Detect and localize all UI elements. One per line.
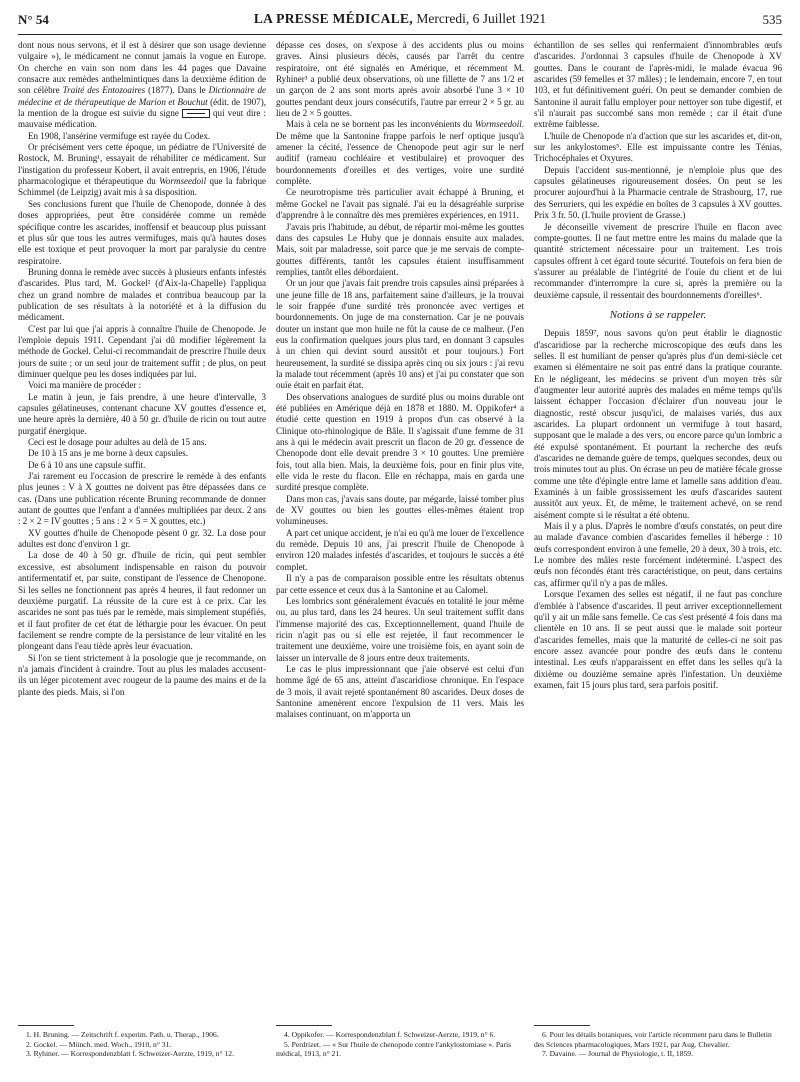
paragraph xyxy=(18,142,266,199)
footnotes-column-3 xyxy=(534,1025,782,1077)
paragraph: Ses conclusions furent que l'huile de Chenopode, donnée à des doses appropriées, peut être considérée comme un remède spécifique contre les ascarides, inoffensif et beaucoup plus puissant et plus sûr que tous les autres vermifuges, mais qu'à hautes doses elle est toxique et peut provoquer la mort par paralysie du centre respiratoire. xyxy=(18,198,266,266)
book-title: Dictionnaire de médecine et de thérapeutique de Marion et Bouchut xyxy=(18,85,266,107)
paragraph: dépasse ces doses, on s'expose à des accidents plus ou moins graves. Ainsi plusieurs décès, causés par l'arrêt du centre respiratoire, ont été signalés en Amérique, et récemment M. Ryhiner³ a publié deux observations, où une fillette de 7 ans 1/2 et un garçon de 2 ans sont morts après avoir absorbé l'une 3 × 10 gouttes pendant deux jours consécutifs, l'autre par erreur 2 × 5 gr. au lieu de 2 × 5 gouttes. xyxy=(276,40,524,119)
footnote: 3. Ryhiner. — Korrespondenzblatt f. Schweizer-Aerzte, 1919, n° 12. xyxy=(26,1049,234,1059)
footnote: 4. Oppikofer. — Korrespondenzblatt f. Schweizer-Aerzte, 1919, n° 6. xyxy=(284,1030,496,1039)
text-run: dont nous nous servons, et il est à désirer que son usage devienne vulgaire »), le médicament ne connut jamais la vogue en Europe. On cherche en vain son nom dans les 44 pages que Davaine consacre aux remèdes anthelmintiques dans la deuxième édition de son célèbre xyxy=(18,40,266,96)
issue-number: N° 54 xyxy=(18,12,49,27)
paragraph: L'huile de Chenopode n'a d'action que sur les ascarides et, dit-on, sur les ankylostomes⁵. Elle est impuissante contre les Ténias, Trichocéphales et Oxyures. xyxy=(534,130,782,164)
paragraph: Il n'y a pas de comparaison possible entre les résultats obtenus par cette essence et ceux dus à la Santonine et au Calomel. xyxy=(276,573,524,595)
paragraph: Lorsque l'examen des selles est négatif, il ne faut pas conclure d'emblée à l'absence d'ascarides. Il peut arriver exceptionnellement qu'il y ait un mâle sans femelle. Ce cas s'est présenté 4 fois dans ma clientèle en 10 ans. Il se peut aussi que le malade soit porteur d'ascarides femelles, mais que la maturité de celles-ci ne soit pas encore assez avancée pour pondre des œufs dans le contenu intestinal. Les œufs n'apparaissent en effet dans les selles qu'à la dixième ou douzième semaine après l'infestation. Un deuxième examen, fait 15 jours plus tard, sera parfois positif. xyxy=(534,589,782,690)
column-1 xyxy=(18,40,266,1020)
paragraph: En 1908, l'ansérine vermifuge est rayée du Codex. xyxy=(28,130,211,141)
paragraph: Depuis 1859⁷, nous savons qu'on peut établir le diagnostic d'ascaridiose par la recherche microscopique des œufs dans les selles. Il est humiliant de penser qu'après plus d'un demi-siècle cet examen si élémentaire ne soit pas entré dans la pratique courante. En le négligeant, les médecins se privent d'un moyen très sûr d'augmenter leur autorité auprès des malades en même temps qu'ils laissent échapper l'occasion d'éclairer d'un nouveau jour le diagnostic, resté obscur jusqu'ici, de malaises variés, dus aux ascarides. La plupart ordonnent un vermifuge à tout hasard, supposant que le malade a des vers, ou encore parce qu'un lombric a été expulsé spontanément. Et pourtant la recherche des œufs d'ascarides ne demande guère de temps, quelques secondes, deux ou trois minutes tout au plus. On écrase un peu de matière fécale grosse comme une tête d'épingle entre lame et lamelle sans addition d'eau. Examinés à un faible grossissement les œufs d'ascarides sautent aussitôt aux yeux. Et, de même, le traitement achevé, on se rend aisément compte si le résultat a été obtenu. xyxy=(534,328,782,520)
paragraph: Depuis l'accident sus-mentionné, je n'emploie plus que des capsules gélatineuses rigoureusement dosées. On peut se les procurer aujourd'hui à la Pharmacie centrale de Strasbourg, 17, rue des Serruriers, qui les expédie en boîtes de 3 capsules à XV gouttes. Prix 3 fr. 50. (L'huile provient de Grasse.) xyxy=(534,164,782,221)
footnote-rule xyxy=(276,1025,332,1026)
text-run: Mais à cela ne se bornent pas les inconvénients du xyxy=(286,119,475,130)
book-title: Traité des Entozoaires xyxy=(62,85,146,96)
text-run: que la fabrique Schimmel (de Leipzig) avait mis à sa disposition. xyxy=(18,176,266,198)
text-run: qui veut dire : mauvaise médication. xyxy=(18,108,266,130)
footnote: 7. Davaine. — Journal de Physiologie, t. II, 1859. xyxy=(542,1049,694,1059)
text-run: Or précisément vers cette époque, un pédiatre de l'Université de Rostock, M. Bruning¹, essayait de réhabiliter ce médicament. Sur l'instigation du professeur Kobert, il avait entrepris, en 1906, l'étude pharmacologique et thérapeutique du xyxy=(18,142,266,187)
issue-date: Mercredi, 6 Juillet 1921 xyxy=(413,11,547,26)
paragraph: Ceci est le dosage pour adultes au delà de 15 ans. xyxy=(28,437,207,448)
paragraph: Le matin à jeun, je fais prendre, à une heure d'intervalle, 3 capsules gélatineuses, contenant chacune XV gouttes d'essence et, une heure après la dernière, 40 à 50 gr. d'huile de ricin ou tout autre purgatif énergique. xyxy=(18,391,266,436)
page-header xyxy=(18,10,782,35)
paragraph: Les lombrics sont généralement évacués en totalité le jour même ou, au plus tard, dans les 24 heures. Un seul traitement suffit dans l'immense majorité des cas. Exceptionnellement, quand l'huile de ricin n'agit pas ou si elle est rejetée, il faut recommencer le traitement une deuxième, voire une troisième fois, en ayant soin de laisser un intervalle de 8 jours entre deux traitements. xyxy=(276,595,524,663)
term: Wormseedoil xyxy=(159,176,207,187)
page-number: 535 xyxy=(762,12,782,27)
journal-name: LA PRESSE MÉDICALE, xyxy=(253,11,413,26)
paragraph: A part cet unique accident, je n'ai eu qu'à me louer de l'excellence du remède. Depuis 10 ans, j'ai prescrit l'huile de Chenopode à environ 120 malades infestés d'ascarides, et toujours le succès a été complet. xyxy=(276,527,524,572)
text-run: . De même que la Santonine frappe parfois le nerf optique jusqu'à amener la cécité, l'essence de Chenopode peut agir sur le nerf auditif (rameau cochléaire et vestibulaire) et provoquer des bourdonnements d'oreilles et des vertiges, voire une surdité complète. xyxy=(276,119,524,187)
column-2 xyxy=(276,40,524,1020)
paragraph: Ce neurotropisme très particulier avait échappé à Bruning, et même Gockel ne l'avait pas signalé. J'ai eu la désagréable surprise d'apprendre à le connaître dès mes premières expériences, en 1911. xyxy=(276,187,524,221)
paragraph: J'avais pris l'habitude, au début, de répartir moi-même les gouttes dans des capsules Le Huby que je donnais ensuite aux malades. Mais, soit par maladresse, soit parce que je me servais de compte-gouttes différents, tantôt les capsules étaient insuffisamment remplies, tantôt elles débordaient. xyxy=(276,221,524,277)
paragraph xyxy=(18,40,266,131)
paragraph: Mais il y a plus. D'après le nombre d'œufs constatés, on peut dire au malade d'avance combien d'ascarides femelles il héberge : 10 œufs correspondent environ à une femelle, 20 à deux, 30 à trois, etc. Le nombre des mâles reste forcément indéterminé. L'aspect des œufs non fécondés étant très caractéristique, on peut, dans certains cas, affirmer qu'il n'y a pas de mâles. xyxy=(534,521,782,588)
paragraph: Or un jour que j'avais fait prendre trois capsules ainsi préparées à une jeune fille de 18 ans, parfaitement saine d'ailleurs, je la trouvai le soir frappée d'une surdité très prononcée avec vertiges et bourdonnements. On juge de ma consternation. Car je ne pouvais douter un instant que mon huile ne fût la cause de ce malheur. (J'en eus la confirmation quelques jours plus tard, en donnant 3 capsules à un chien qui devint sourd aussitôt et pour toujours.) Fort heureusement, la surdité se dissipa après cinq ou six jours : j'ai revu la malade tout récemment (après 10 ans) et j'ai pu constater que son ouïe était en parfait état. xyxy=(276,278,524,391)
footnote: 6. Pour les détails botaniques, voir l'article récemment paru dans le Bulletin des Sciences pharmacologiques, Mars 1921, par Aug. Chevalier. xyxy=(534,1030,772,1049)
paragraph: J'ai rarement eu l'occasion de prescrire le remède à des enfants plus jeunes : V à X gouttes ne doivent pas être dépassées dans ce cas. (Dans une publication récente Bruning recommande de donner autant de gouttes que l'enfant a d'années multipliées par deux. 2 ans : 2 × 2 = IV gouttes ; 5 ans : 2 × 5 = X gouttes, etc.) xyxy=(18,471,266,527)
bad-medication-sign-icon xyxy=(182,109,210,118)
paragraph: De 10 à 15 ans je me borne à deux capsules. xyxy=(28,448,189,459)
paragraph: échantillon de ses selles qui renfermaient d'innombrables œufs d'ascarides. J'ordonnai 3 capsules d'huile de Chenopode à XV gouttes. Dans le courant de l'après-midi, le malade évacua 96 ascarides (59 femelles et 37 mâles) ; le lendemain, encore 7, en tout 103, et fut définitivement guéri. On peut se demander combien de Santonine il aurait fallu employer pour nettoyer son tube digestif, et s'il n'aurait pas succombé sans mon remède ; car il était d'une extrême faiblesse. xyxy=(534,40,782,130)
running-title xyxy=(18,11,782,27)
footnote-rule xyxy=(18,1025,74,1026)
section-heading: Notions à se rappeler. xyxy=(609,308,707,321)
paragraph: Bruning donna le remède avec succès à plusieurs enfants infestés d'ascarides. Plus tard, M. Gockel² (d'Aix-la-Chapelle) l'appliqua chez un grand nombre de malades et contribua beaucoup par la publication de ses résultats à la notoriété et à la diffusion du médicament. xyxy=(18,266,266,323)
paragraph: De 6 à 10 ans une capsule suffit. xyxy=(28,459,146,470)
term: Wormseedoil xyxy=(474,119,522,130)
text-run: (édit. de 1907), la mention de la drogue est suivie du signe xyxy=(18,96,266,119)
paragraph: XV gouttes d'huile de Chenopode pèsent 0 gr. 32. La dose pour adultes est donc d'environ 1 gr. xyxy=(18,527,266,550)
paragraph: Le cas le plus impressionnant que j'aie observé est celui d'un homme âgé de 65 ans, atteint d'ascaridiose chronique. En l'espace de 3 mois, il avait rejeté spontanément 80 ascarides. Deux doses de Santonine amenèrent encore l'expulsion de 11 vers. Mais les malaises continuant, on m'apporta un xyxy=(276,663,524,720)
paragraph: La dose de 40 à 50 gr. d'huile de ricin, qui peut sembler excessive, est absolument indispensable en raison du pouvoir antifermentatif et, par suite, constipant de l'essence de Chenopone. Si les selles ne fonctionnent pas après 4 heures, il faut redonner un deuxième purgatif. La réussite de la cure est à ce prix. Car les ascarides ne sont pas tués par le remède, mais simplement stupéfiés, et il faut profiter de cet état de léthargie pour les évacuer. On peut facilement se rendre compte de la persistance de leur vitalité en les plongeant dans l'eau tiède après leur évacuation. xyxy=(18,550,266,652)
paragraph xyxy=(276,119,524,187)
paragraph: Des observations analogues de surdité plus ou moins durable ont été publiées en Amérique déjà en 1878 et 1880. M. Oppikofer⁴ a étudié cette question en 1919 à propos d'un cas observé à la Clinique oto-rhinologique de Bâle. Il s'agissait d'une femme de 31 ans à qui le médecin avait prescrit un flacon de 20 gr. d'essence de Chenopode dont elle devait prendre 3 × 10 gouttes. Une première fois, tout alla bien. Mais, la deuxième fois, pour en finir plus vite, elle vida le reste du flacon. Elle en réchappa, mais en garda une surdité presque complète. xyxy=(276,391,524,493)
paragraph: Dans mon cas, j'avais sans doute, par mégarde, laissé tomber plus de XV gouttes ou bien les gouttes elles-mêmes étaient trop volumineuses. xyxy=(276,493,524,527)
footnote: 5. Perdrizet. — « Sur l'huile de chenopode contre l'ankylostomiase ». Paris médical, 1913, n° 21. xyxy=(276,1039,512,1059)
footnote: 1. H. Bruning. — Zeitschrift f. experim. Path. u. Therap., 1906. xyxy=(26,1030,219,1039)
paragraph: Voici ma manière de procéder : xyxy=(28,380,142,391)
paragraph: Je déconseille vivement de prescrire l'huile en flacon avec compte-gouttes. Il ne faut mettre entre les mains du malade que la quantité strictement nécessaire pour un traitement. Les trois capsules offrent à cet égard toute sécurité. Toutefois on fera bien de s'assurer au préalable de l'intégrité de l'ouïe du client et de lui recommander d'interrompre la cure si, après la première ou la deuxième capsule, il ressentait des bourdonnements d'oreilles⁶. xyxy=(534,221,782,300)
footnote-rule xyxy=(534,1025,590,1026)
text-run: (1877). Dans le xyxy=(145,85,209,96)
footnote: 2. Gockel. — Münch. med. Woch., 1910, n° 31. xyxy=(26,1039,172,1049)
paragraph: C'est par lui que j'ai appris à connaître l'huile de Chenopode. Je l'emploie depuis 1911. Cependant j'ai dû modifier légèrement la méthode de Gockel. Celui-ci recommandait de prescrire l'huile deux jours de suite ; or un seul jour de traitement suffit ; de plus, on peut diminuer quelque peu les doses indiquées par lui. xyxy=(18,323,266,379)
footnotes-column-2 xyxy=(276,1025,524,1077)
column-3 xyxy=(534,40,782,1020)
paragraph: Si l'on se tient strictement à la posologie que je recommande, on n'a jamais d'incident à craindre. Tout au plus les malades accusent-ils un léger picotement avec rougeur de la paume des mains et de la plante des pieds. Mais, si l'on xyxy=(18,652,266,697)
footnotes-column-1 xyxy=(18,1025,266,1077)
